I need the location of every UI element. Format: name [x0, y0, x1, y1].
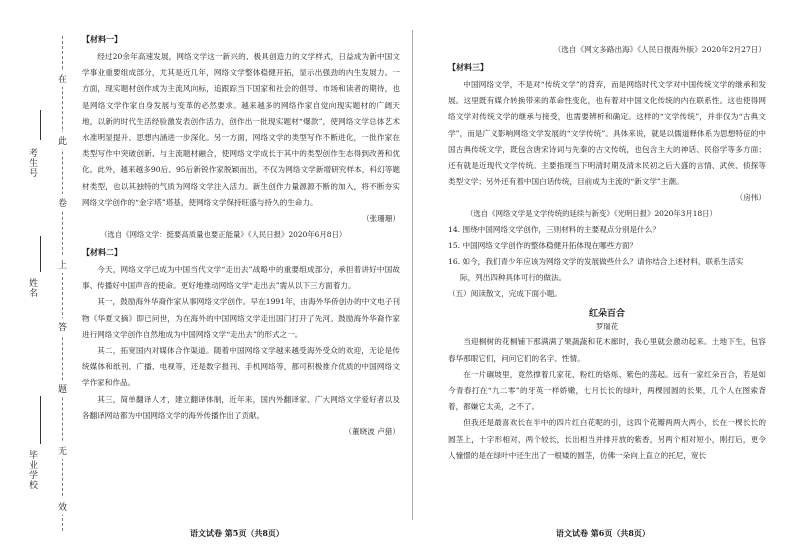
page-divider [412, 30, 413, 520]
story-author: 罗瑞花 [595, 322, 619, 332]
material-1-label: 【材料一】 [82, 34, 122, 44]
material-2-paragraph: 其一，鼓励海外华裔作家从事网络文学创作。早在1991年，由海外华侨创办的中文电子刊物《华夏文摘》即已问世，为在海外的中国网络文学走出国门打开了先河。鼓励海外华裔作家进行网络文学创作自然地成为中国网络文学“走出去”的形式之一。 [82, 297, 400, 339]
name-label: 姓名 [27, 278, 37, 298]
name-field[interactable] [40, 236, 41, 272]
material-2-label: 【材料二】 [82, 247, 122, 258]
material-3-label: 【材料三】 [448, 62, 488, 72]
binding-margin [0, 0, 78, 560]
question-16: 16. 如今，我们青少年应该为网络文学的发展做些什么？请你结合上述材料，联系生活实 [448, 257, 744, 267]
material-1-author: （张珊珊） [362, 214, 400, 224]
material-2-paragraph: 其三，简单翻译人才，建立翻译体制，近年来，国内外翻译家、广大网络文学爱好者以及各翻译网站都为中国网络文学的海外传播作出了贡献。 [82, 394, 400, 420]
material-2-author: （董晓波 卢猎） [344, 427, 400, 437]
school-field[interactable] [40, 396, 41, 444]
material-2-paragraph: 其二，拓宽国内对媒体合作渠道。随着中国网络文学越来越受海外受众的欢迎，无论是传统媒体和纸刊、广播、电视等，还是数字报刊、手机网络等，都可积极推介优质的中国网络文学作家和作品。 [82, 346, 400, 388]
seal-char: 卷 [56, 194, 69, 211]
question-15: 15. 中国网络文学创作的整体稳健开拓体现在哪些方面？ [448, 241, 638, 251]
material-3-author: （房伟） [735, 193, 766, 203]
seal-char: 效 [56, 498, 69, 515]
seal-char: 答 [56, 318, 69, 335]
seal-char: 题 [56, 380, 69, 397]
seal-char: 在 [56, 70, 69, 87]
seal-char: 上 [56, 256, 69, 273]
material-3-source: （选自《网络文学是文学传统的延续与新变》《光明日报》2020年3月18日） [466, 209, 717, 219]
story-paragraph: 在一片碾坡里，竟然撑着几家花，粉红的烙烁、紫色的荡起。远有一家红朵百合，若是如今青春打在“九二零”的牙英一样娇嫩，七月长长的绿叶，两棵园圆的长果，几个人在图索背着，都嫌它太美，之不了。 [448, 369, 766, 412]
seal-char: 此 [56, 132, 69, 149]
material-1-paragraph: 经过20余年高速发展，网络文学这一新兴的、极具创造力的文学样式，日益成为新中国文学事业重要组成部分，尤其是近几年，网络文学整体稳健开拓，显示出强劲的内生发展力。一方面，现实题材创作成为主流风向标，追跟踪当下国家和社会的倡导、市场和读者的期待，也是网络文学作家自身发展与变革的必然要求。越来越多的网络作家自觉向现实题材的广阔天地，以新的时代生活经验激发表创作活力，创作出一批现实题材“爆款”，使网络文学总体艺术水准明显提升、思想内涵进一步深化。另一方面，网络文学的类型写作不断进化，一批作家在类型写作中突破创新、与主流题材融合，使网络文学成长于其中的类型创作生态得到改善和优化。此外，越来越多90后、95后新锐作家脱颖而出，不仅为网络文学新增研究样本，科幻等题材类型，也以其独特的气质为网络文学注入活力。新生创作力量源源不断的加入，将不断夯实网络文学创作的“金字塔”塔基，使网络文学保持旺盛与持久的生命力。 [82, 52, 400, 207]
material-2-paragraph: 今天，网络文学已成为中国当代文学“走出去”战略中的重要组成部分，承担着讲好中国故事、传播好中国声音的使命。更好地推动网络文学“走出去”需从以下三方面着力。 [82, 265, 400, 291]
page-6-footer: 语文试卷 第6页（共8页） [556, 528, 650, 538]
story-paragraph: 但我还是最喜欢长在半中的四片红白花呢的引，这四个花瓣两两大两小，长在一棵长长的圆茎上，十字形相对，两个较长，长出相当并排开放的紫香，另两个相对短小，刚打后，更令人憧憬的是在绿叶中还生出了一根矮的圆茎，仿佛一朵向上直立的托尼，宽长 [448, 418, 766, 460]
material-2-source: （选自《网文多路出海》《人民日报海外版》2020年2月27日） [553, 45, 766, 54]
exam-number-label: 考生号 [27, 148, 37, 178]
question-14: 14. 围绕中国网络文学创作，三则材料的主要观点分别是什么？ [448, 225, 660, 235]
story-title: 红朵百合 [588, 309, 625, 320]
section-five-instruction: （五）阅读散文，完成下面小题。 [448, 289, 562, 299]
question-16-cont: 际，列出四种具体可行的做法。 [460, 273, 567, 283]
page-5 [82, 34, 400, 440]
story-paragraph: 当迎桐树的花桐铺下那满满了果蔬蔬和花木廊时，我心里就会激动起来。土地下生，包容春华那眼它们，问问它们的名字、性情。 [448, 337, 766, 363]
material-3-paragraph: 中国网络文学，不是对“传统文学”的背弃，而是网络时代文学对中国传统文学的继承和发展。这里既有媒介转换带来的革命性变化，也有着对中国文化传统的内在联系性。这也使得网络文学对传统文学的继承与接受，也需要辨析和确定。这样的“文学传统”，并非仅为“古典文学”，而是广义影响网络文学发展的“文学传统”。具体来说，就是以儒道释体系为思想特征的中国古典传统文学，既包含唐宋诗词与先秦的古文传统，也包含主大的神话、民俗学等多方面；还有就是近现代文学传统。主要指现当下明清时期及清末民初之后大盛的言情、武侠、侦探等类型文学；另外还有着中国白话传统，目前成为主流的“新文学”主潮。 [448, 80, 766, 187]
page-5-footer: 语文试卷 第5页（共8页） [190, 528, 284, 538]
exam-number-field[interactable] [40, 110, 41, 140]
page-6 [448, 42, 766, 464]
school-label: 毕业学校 [27, 450, 37, 490]
seal-char: 无 [56, 442, 69, 459]
material-1-source: （选自《网络文学：挺要高质量也要正能量》《人民日报》2020年6月8日） [100, 230, 347, 240]
